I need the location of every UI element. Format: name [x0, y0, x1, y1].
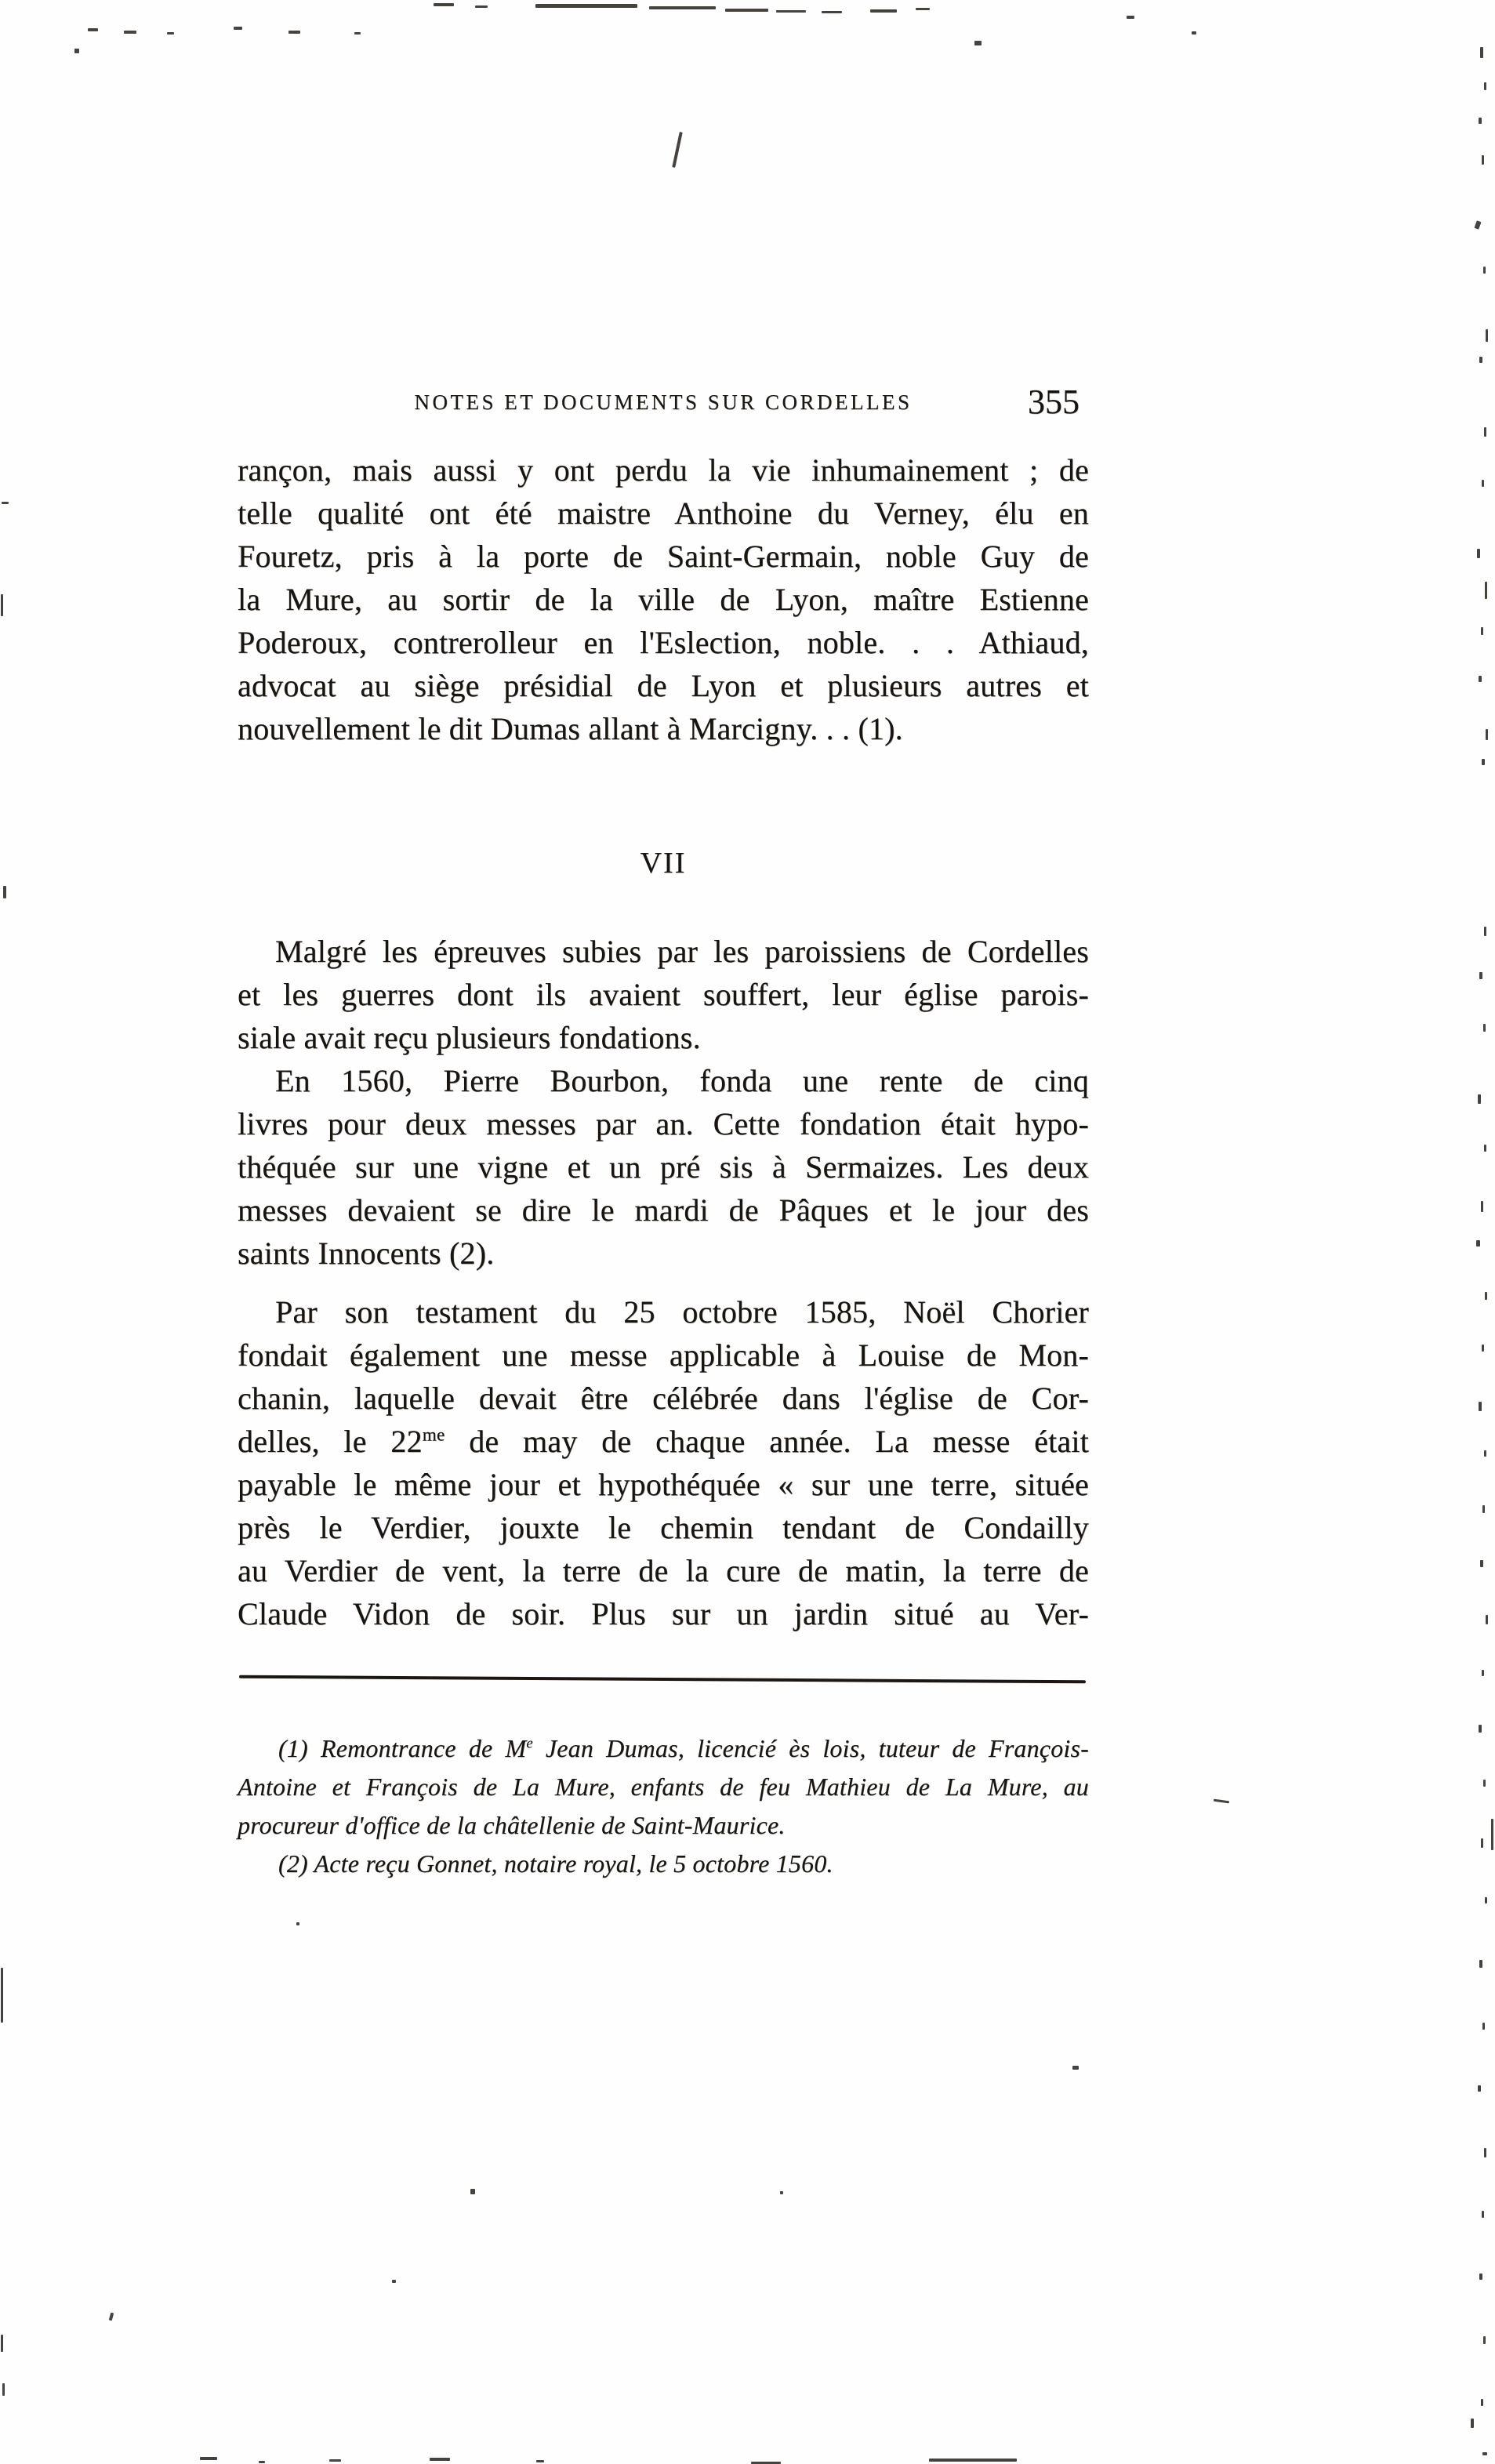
scan-speck [1, 594, 3, 616]
scan-speck [1486, 729, 1488, 740]
line-part: Jean Dumas, licencié ès lois, tuteur de François- [532, 1734, 1090, 1762]
scan-speck [354, 32, 361, 34]
scan-speck [1478, 2085, 1481, 2092]
page-number: 355 [1028, 383, 1080, 421]
footnote-separator-rule [239, 1675, 1086, 1683]
footnote-line: Antoine et François de La Mure, enfants de feu Mathieu de La Mure, au [238, 1773, 1089, 1801]
line-part: de may de chaque année. La messe était [445, 1424, 1089, 1459]
scan-speck [2, 2383, 5, 2396]
footnotes [238, 1729, 1089, 1883]
scan-speck [470, 2189, 475, 2194]
text-line: chanin, laquelle devait être célébrée dans l'église de Cor- [238, 1381, 1089, 1416]
paragraph-3 [238, 1059, 1089, 1275]
scan-speck [1192, 31, 1196, 34]
text-line: et les guerres dont ils avaient souffert, leur église parois- [238, 977, 1089, 1012]
scan-speck [109, 2313, 114, 2321]
scan-speck [929, 2459, 1017, 2462]
scan-speck [1484, 2148, 1486, 2157]
text-line: Fouretz, pris à la porte de Saint-Germain, noble Guy de [238, 539, 1089, 574]
scan-speck [1478, 1094, 1481, 1104]
text-line-with-superscript [238, 1420, 1089, 1463]
text-line: au Verdier de vent, la terre de la cure de matin, la terre de [238, 1553, 1089, 1588]
scan-speck [1479, 2273, 1482, 2280]
scan-speck [1479, 357, 1482, 363]
scan-speck [475, 5, 488, 8]
scan-speck [1479, 1402, 1482, 1411]
text-line: livres pour deux messes par an. Cette fondation était hypo- [238, 1106, 1089, 1141]
scan-speck [1483, 1780, 1486, 1787]
section-numeral: VII [640, 847, 687, 880]
scan-speck [1483, 267, 1486, 274]
scan-speck [1482, 2211, 1484, 2218]
text-line: Malgré les épreuves subies par les paroissiens de Cordelles [275, 934, 1089, 969]
scan-speck [1486, 329, 1488, 342]
scan-speck [3, 886, 6, 898]
scan-speck [1483, 1024, 1486, 1032]
scan-speck [1479, 118, 1482, 124]
text-line: advocat au siège présidial de Lyon et plusieurs autres et [238, 668, 1089, 703]
scan-speck [1480, 47, 1483, 58]
text-line: payable le même jour et hypothéquée « sur une terre, située [238, 1467, 1089, 1502]
scan-speck [74, 49, 79, 53]
superscript-abbreviation: e [526, 1735, 533, 1752]
footnote-line-with-superscript [238, 1729, 1089, 1768]
page-header [238, 383, 1089, 421]
superscript-ordinal: me [422, 1424, 445, 1446]
scan-speck [672, 132, 682, 168]
scan-speck [1474, 220, 1481, 229]
scan-speck [1484, 1145, 1486, 1152]
scan-speck [780, 2191, 783, 2194]
scan-speck [1479, 972, 1482, 979]
scan-speck [1476, 1240, 1480, 1247]
scan-speck [1482, 759, 1485, 765]
scan-speck [1482, 2452, 1487, 2455]
scan-speck [916, 8, 930, 10]
scan-speck [1481, 627, 1483, 635]
scan-speck [1479, 1960, 1482, 1968]
line-part: (1) Remontrance de M [278, 1734, 527, 1762]
text-line: telle qualité ont été maistre Anthoine du Verney, élu en [238, 495, 1089, 531]
scan-speck [1485, 1292, 1487, 1300]
scan-speck [725, 9, 768, 12]
scan-speck [259, 2461, 265, 2463]
scan-speck [1072, 2066, 1079, 2070]
scan-speck [288, 31, 300, 34]
footnote-line: procureur d'office de la châtellenie de Saint-Maurice. [238, 1811, 786, 1839]
scan-speck [1482, 155, 1484, 165]
line-part: delles, le 22 [238, 1424, 423, 1459]
paragraph-2 [238, 930, 1089, 1059]
scan-speck [535, 4, 637, 8]
scan-speck [776, 10, 806, 13]
scan-speck [974, 41, 982, 45]
scan-speck [392, 2280, 396, 2283]
scan-speck [434, 3, 454, 6]
scan-speck [1484, 427, 1486, 437]
text-line: saints Innocents (2). [238, 1236, 495, 1271]
scan-speck [1127, 16, 1134, 19]
footnote-line: (2) Acte reçu Gonnet, notaire royal, le 5 octobre 1560. [278, 1849, 833, 1878]
scan-speck [1485, 582, 1487, 599]
scan-speck [1482, 1505, 1485, 1513]
scan-speck [329, 2459, 341, 2462]
text-line: Poderoux, contrerolleur en l'Eslection, noble. . . Athiaud, [238, 625, 1089, 660]
text-line: En 1560, Pierre Bourbon, fonda une rente de cinq [275, 1063, 1089, 1098]
text-line: près le Verdier, jouxte le chemin tendant de Condailly [238, 1510, 1089, 1545]
scan-speck [1482, 2023, 1485, 2030]
scan-speck [2, 502, 9, 504]
scan-speck [1481, 1201, 1483, 1212]
scan-speck [167, 32, 174, 34]
scan-speck [1481, 2399, 1483, 2406]
scan-speck [1485, 1897, 1487, 1903]
scan-speck [1486, 1615, 1488, 1624]
scan-speck [822, 11, 842, 13]
scan-speck [234, 27, 242, 30]
scan-speck [1484, 1450, 1486, 1457]
scan-speck [1484, 927, 1486, 936]
text-line: théquée sur une vigne et un pré sis à Sermaizes. Les deux [238, 1149, 1089, 1185]
text-line: fondait également une messe applicable à Louise de Mon- [238, 1337, 1089, 1373]
scan-speck [1, 1968, 3, 2023]
text-line: la Mure, au sortir de la ville de Lyon, maître Estienne [238, 582, 1089, 617]
text-line: siale avait reçu plusieurs fondations. [238, 1020, 701, 1055]
scan-speck [1214, 1799, 1229, 1804]
scan-speck [1477, 549, 1480, 558]
scan-speck [430, 2458, 450, 2461]
scan-speck [1481, 1838, 1483, 1848]
scan-speck [1480, 1560, 1483, 1567]
scan-speck [1479, 1725, 1482, 1733]
scan-speck [1484, 82, 1486, 90]
scan-speck [1491, 1819, 1493, 1850]
text-line: Claude Vidon de soir. Plus sur un jardin situé au Ver- [238, 1596, 1089, 1631]
scan-speck [536, 2460, 544, 2462]
scan-speck [1482, 1344, 1484, 1352]
text-line: messes devaient se dire le mardi de Pâques et le jour des [238, 1192, 1089, 1228]
scan-speck [1, 2335, 3, 2352]
scan-speck [124, 31, 136, 34]
scan-speck [1482, 480, 1484, 487]
scan-speck [870, 9, 897, 13]
text-line: Par son testament du 25 octobre 1585, Noël Chorier [275, 1294, 1089, 1330]
scan-speck [1483, 2336, 1486, 2344]
scan-speck [649, 6, 716, 9]
scan-speck [1479, 676, 1482, 682]
running-title: NOTES ET DOCUMENTS SUR CORDELLES [414, 390, 913, 414]
paragraph-4 [238, 1290, 1089, 1635]
scan-speck [200, 2457, 217, 2460]
scan-speck [1471, 2419, 1474, 2428]
scan-speck [88, 28, 98, 31]
scan-speck [1482, 1670, 1484, 1676]
text-line: nouvellement le dit Dumas allant à Marcigny. . . (1). [238, 711, 903, 746]
text-line: rançon, mais aussi y ont perdu la vie inhumainement ; de [238, 452, 1089, 488]
scan-speck [296, 1922, 299, 1925]
paragraph-1 [238, 448, 1089, 750]
